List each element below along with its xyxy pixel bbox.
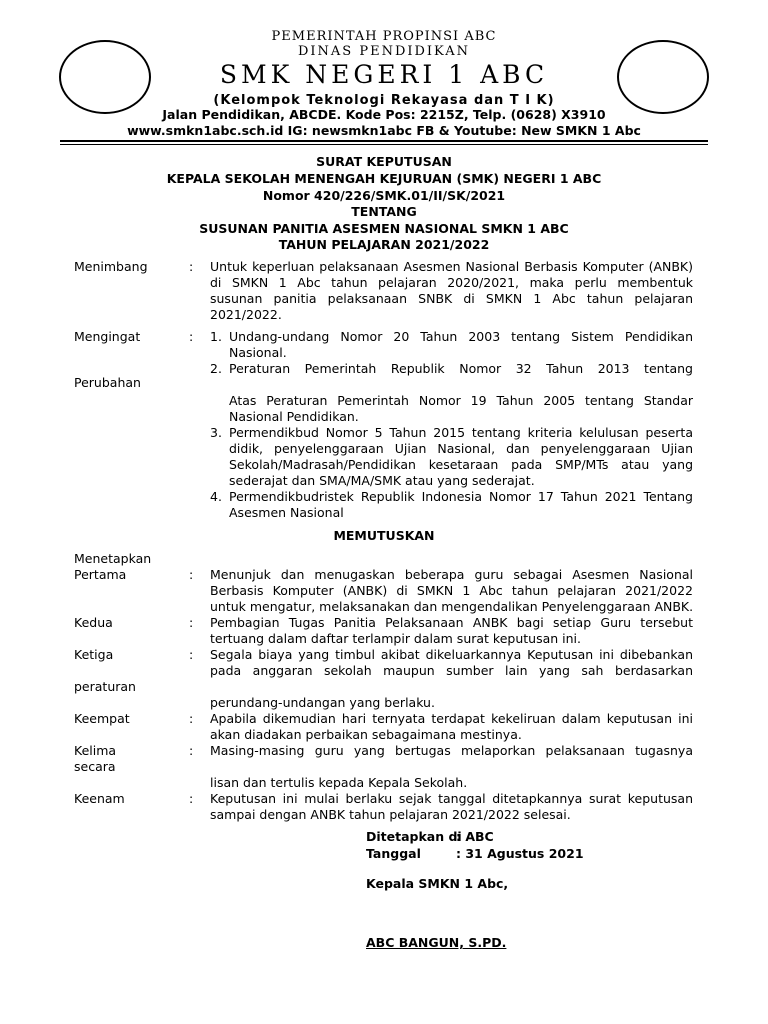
mengingat-item-line: Peraturan Pemerintah Republik Nomor 32 Tahun 2013 tentang — [229, 361, 693, 376]
colon: : — [189, 567, 194, 582]
signatory-position: Kepala SMKN 1 Abc, — [366, 876, 509, 891]
ketiga-line: perundang-undangan yang berlaku. — [210, 695, 435, 710]
letterhead-web: www.smkn1abc.sch.id IG: newsmkn1abc FB & Youtube: New SMKN 1 Abc — [127, 123, 641, 138]
menimbang-line: susunan panitia pelaksanaan SNBK di SMKN 1 Abc tahun pelajaran — [210, 291, 693, 306]
colon: : — [189, 743, 194, 758]
colon: : — [189, 647, 194, 662]
colon: : — [189, 615, 194, 630]
mengingat-item-line: Atas Peraturan Pemerintah Nomor 19 Tahun 2005 tentang Standar — [229, 393, 693, 408]
colon: : — [189, 711, 194, 726]
letterhead-department: DINAS PENDIDIKAN — [297, 44, 471, 59]
tanggal-label: Tanggal — [366, 846, 421, 861]
title-nomor: Nomor 420/226/SMK.01/II/SK/2021 — [262, 188, 506, 203]
mengingat-item-line: Undang-undang Nomor 20 Tahun 2003 tentang Sistem Pendidikan — [229, 329, 693, 344]
signatory-name: ABC BANGUN, S.PD. — [366, 935, 507, 950]
list-number: 2. — [210, 361, 222, 376]
letterhead-group: (Kelompok Teknologi Rekayasa dan T I K) — [213, 93, 555, 108]
title-year: TAHUN PELAJARAN 2021/2022 — [278, 237, 490, 252]
letterhead-rule-thin — [60, 144, 708, 145]
label-secara: secara — [74, 759, 116, 774]
label-keempat: Keempat — [74, 711, 130, 726]
label-peraturan: peraturan — [74, 679, 136, 694]
mengingat-item-line: Permendikbudristek Republik Indonesia Nomor 17 Tahun 2021 Tentang — [229, 489, 693, 504]
list-number: 3. — [210, 425, 222, 440]
mengingat-item-line: Nasional. — [229, 345, 287, 360]
label-ketiga: Ketiga — [74, 647, 114, 662]
heading-memutuskan: MEMUTUSKAN — [333, 528, 435, 543]
mengingat-item-line: Permendikbud Nomor 5 Tahun 2015 tentang kriteria kelulusan peserta — [229, 425, 693, 440]
ditetapkan-label: Ditetapkan di — [366, 829, 462, 844]
letterhead-rule-thick — [60, 140, 708, 142]
ketiga-line: Segala biaya yang timbul akibat dikeluarkannya Keputusan ini dibebankan — [210, 647, 693, 662]
list-number: 4. — [210, 489, 222, 504]
label-perubahan: Perubahan — [74, 375, 141, 390]
kedua-line: Pembagian Tugas Panitia Pelaksanaan ANBK bagi setiap Guru tersebut — [210, 615, 693, 630]
mengingat-item-line: Nasional Pendidikan. — [229, 409, 359, 424]
label-kedua: Kedua — [74, 615, 113, 630]
label-menimbang: Menimbang — [74, 259, 148, 274]
title-tentang: TENTANG — [351, 204, 417, 219]
menimbang-line: Untuk keperluan pelaksanaan Asesmen Nasional Berbasis Komputer (ANBK) — [210, 259, 693, 274]
mengingat-item-line: Sekolah/Madrasah/Pendidikan kesetaraan pada SMP/MTs atau yang — [229, 457, 693, 472]
label-kelima: Kelima — [74, 743, 117, 758]
keenam-line: sampai dengan ANBK tahun pelajaran 2021/2022 selesai. — [210, 807, 571, 822]
label-menetapkan: Menetapkan — [74, 551, 152, 566]
ditetapkan-value: : ABC — [456, 829, 494, 844]
keempat-line: akan diadakan perbaikan sebagaimana mestinya. — [210, 727, 522, 742]
kedua-line: tertuang dalam daftar terlampir dalam surat keputusan ini. — [210, 631, 581, 646]
title-subject: SUSUNAN PANITIA ASESMEN NASIONAL SMKN 1 ABC — [199, 221, 569, 236]
letterhead-government: PEMERINTAH PROPINSI ABC — [271, 29, 497, 44]
title-kepala-sekolah: KEPALA SEKOLAH MENENGAH KEJURUAN (SMK) NEGERI 1 ABC — [166, 171, 602, 186]
colon: : — [189, 791, 194, 806]
pertama-line: untuk mengatur, melaksanakan dan mengendalikan Penyelenggaraan ANBK. — [210, 599, 694, 614]
mengingat-item-line: sederajat dan SMA/MA/SMK atau yang sederajat. — [229, 473, 535, 488]
letterhead-school-name: SMK NEGERI 1 ABC — [219, 60, 549, 89]
mengingat-item-line: Asesmen Nasional — [229, 505, 344, 520]
pertama-line: Menunjuk dan menugaskan beberapa guru sebagai Asesmen Nasional — [210, 567, 693, 582]
menimbang-line: di SMKN 1 Abc tahun pelajaran 2020/2021, maka perlu membentuk — [210, 275, 693, 290]
label-pertama: Pertama — [74, 567, 127, 582]
letterhead-address: Jalan Pendidikan, ABCDE. Kode Pos: 2215Z, Telp. (0628) X3910 — [162, 107, 606, 122]
keenam-line: Keputusan ini mulai berlaku sejak tanggal ditetapkannya surat keputusan — [210, 791, 693, 806]
title-surat-keputusan: SURAT KEPUTUSAN — [316, 154, 452, 169]
mengingat-item-line: didik, penyelenggaraan Ujian Nasional, dan penyelenggaraan Ujian — [229, 441, 693, 456]
tanggal-value: : 31 Agustus 2021 — [456, 846, 584, 861]
menimbang-line: 2021/2022. — [210, 307, 282, 322]
kelima-line: lisan dan tertulis kepada Kepala Sekolah. — [210, 775, 468, 790]
kelima-line: Masing-masing guru yang bertugas melaporkan pelaksanaan tugasnya — [210, 743, 693, 758]
pertama-line: Berbasis Komputer (ANBK) di SMKN 1 Abc tahun pelajaran 2021/2022 — [210, 583, 693, 598]
keempat-line: Apabila dikemudian hari ternyata terdapat kekeliruan dalam keputusan ini — [210, 711, 693, 726]
colon: : — [189, 329, 194, 344]
list-number: 1. — [210, 329, 222, 344]
colon: : — [189, 259, 194, 274]
ketiga-line: pada anggaran sekolah maupun sumber lain yang sah berdasarkan — [210, 663, 693, 678]
label-mengingat: Mengingat — [74, 329, 141, 344]
label-keenam: Keenam — [74, 791, 125, 806]
